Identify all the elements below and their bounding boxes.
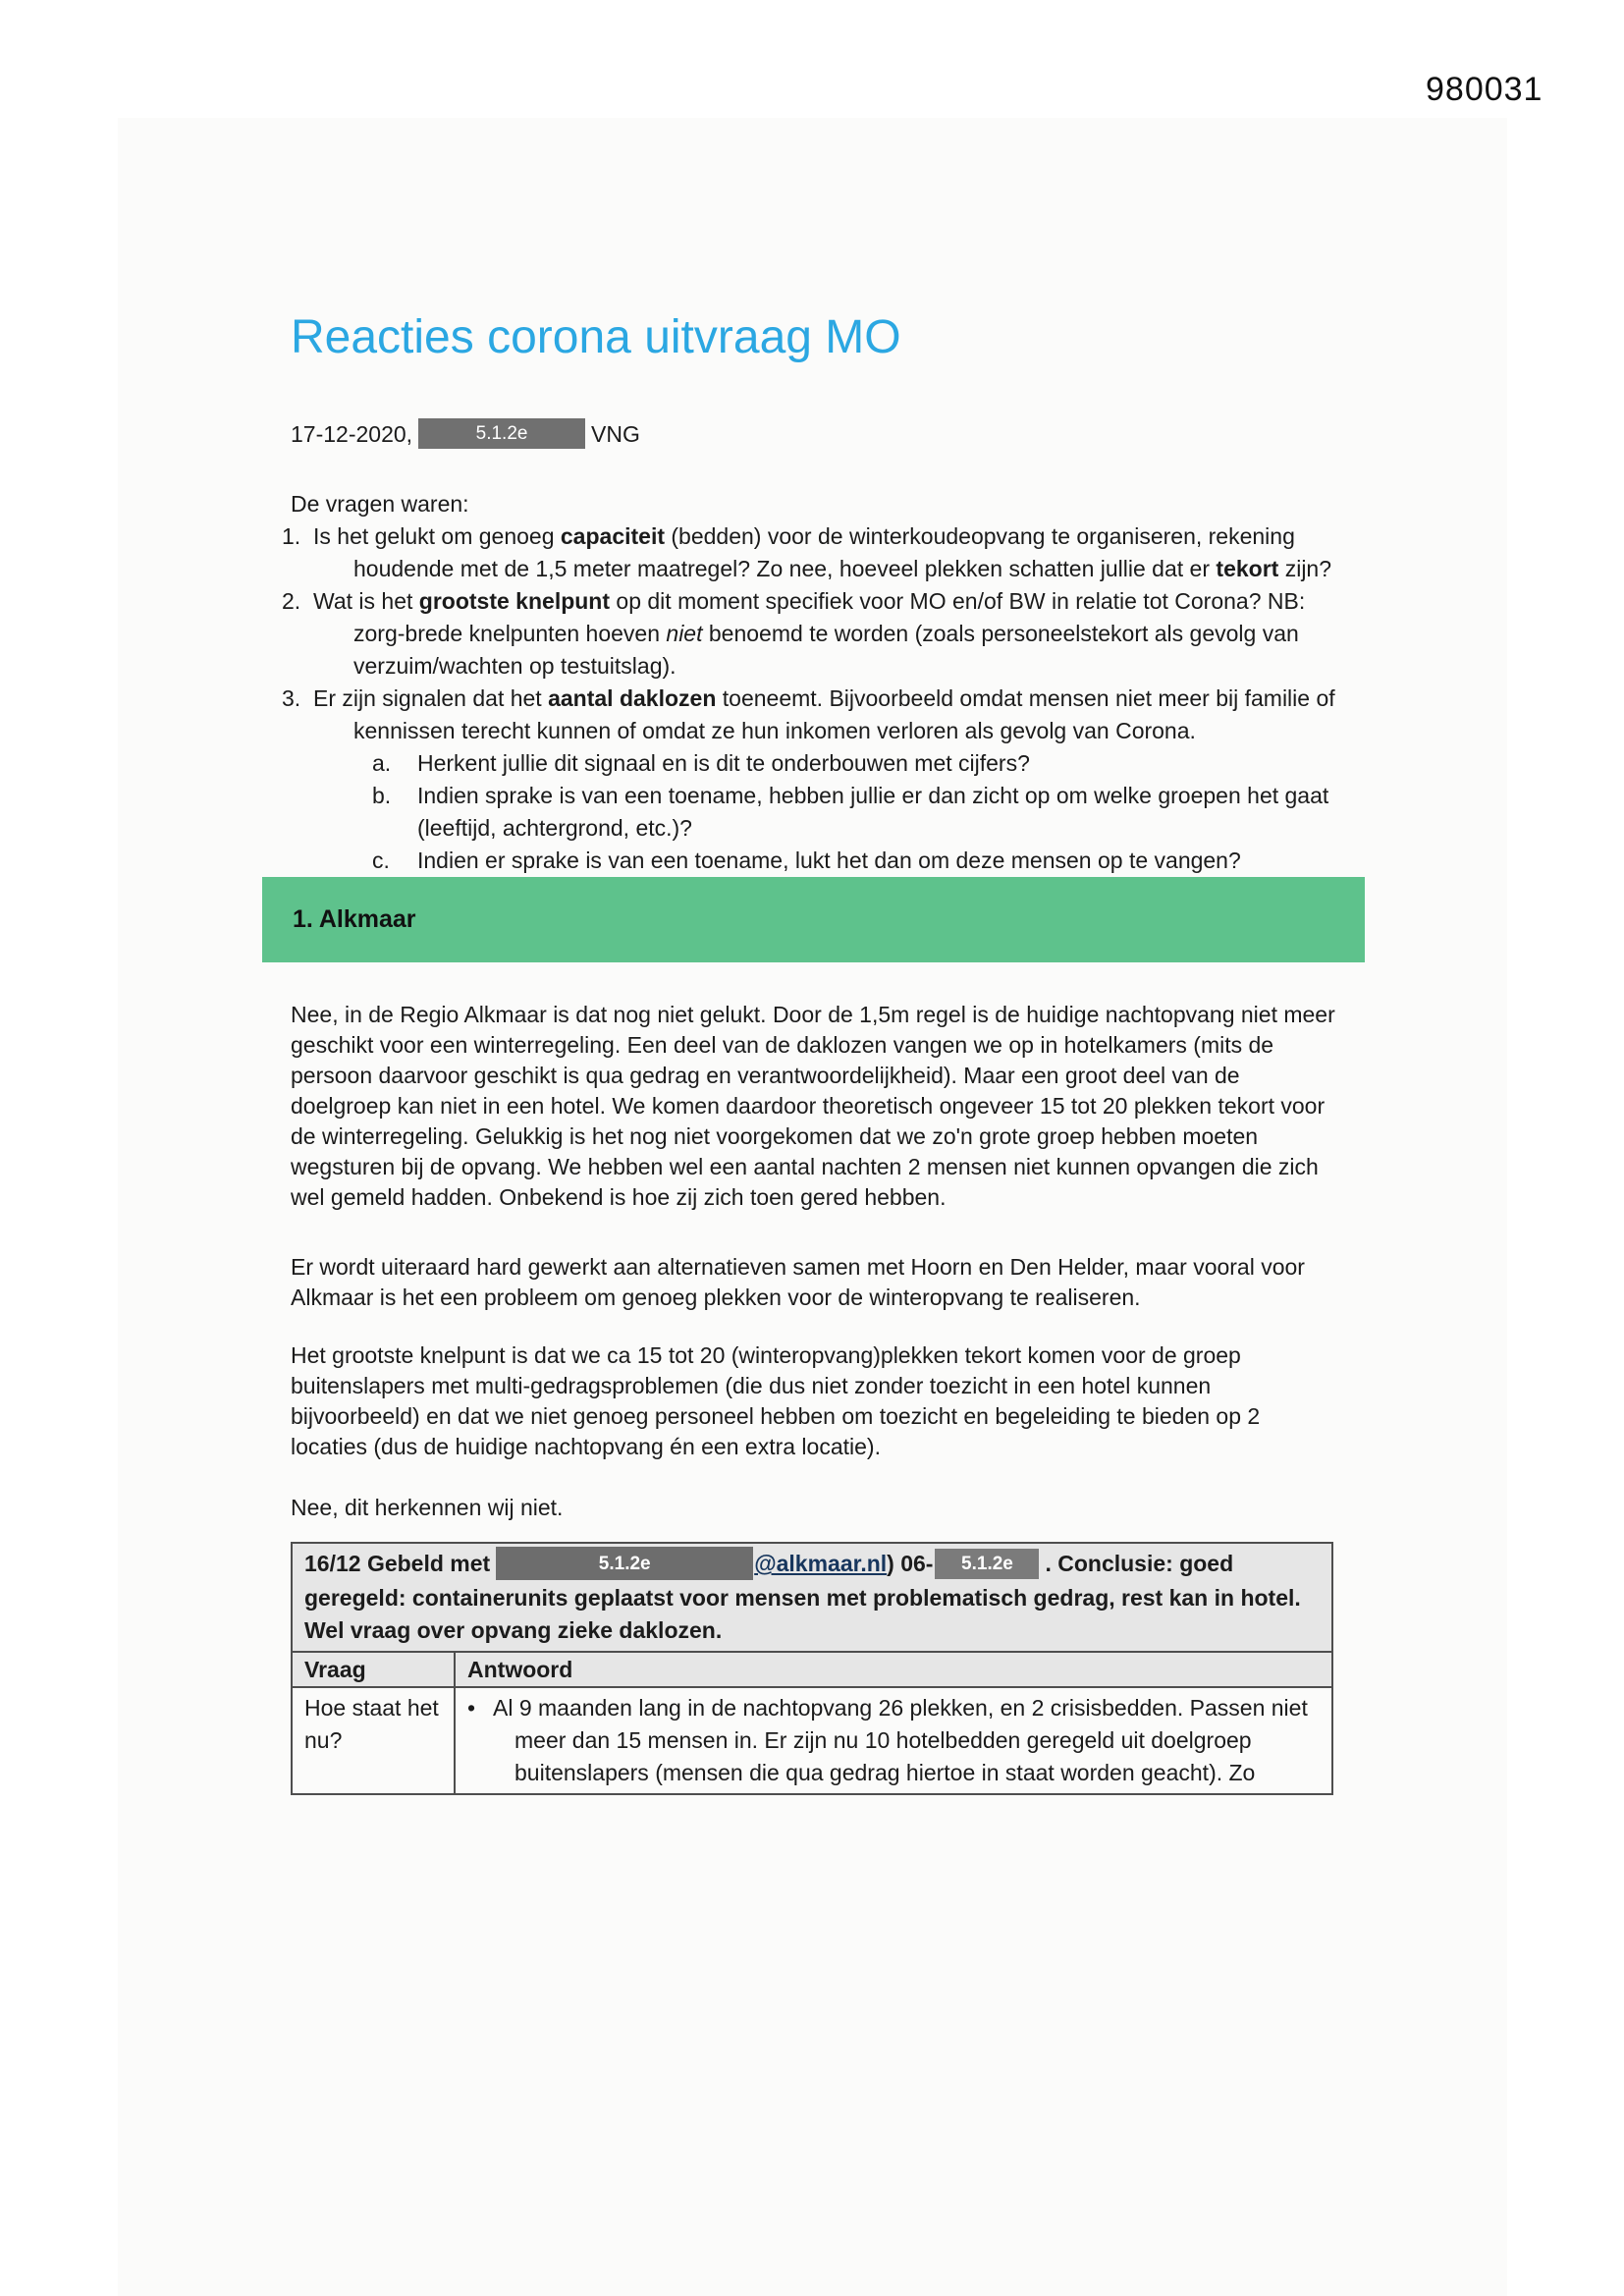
redaction-box: 5.1.2e (418, 418, 585, 449)
text-run: . Conclusie: goed geregeld: containerunits geplaatst voor mensen met problematisch gedrag, rest kan in hotel. Wel vraag over opvang zieke daklozen. (304, 1551, 1301, 1644)
text-run: benoemd te worden (zoals personeelstekort als gevolg van verzuim/wachten op testuitslag). (353, 621, 1299, 680)
text-run: grootste knelpunt (418, 588, 611, 615)
sub-question-letter: c. (372, 847, 390, 874)
body-paragraph-4: Nee, dit herkennen wij niet. (291, 1495, 564, 1521)
redaction-box: 5.1.2e (496, 1547, 753, 1580)
date-line (291, 418, 1337, 451)
text-run: Er zijn signalen dat het (313, 685, 549, 712)
column-header-antwoord: Antwoord (455, 1652, 1332, 1687)
answer-bullet-item (467, 1692, 1320, 1789)
response-table (291, 1542, 1333, 1795)
document-title: Reacties corona uitvraag MO (291, 311, 901, 363)
text-run: Wat is het (313, 588, 419, 615)
bullet-marker: • (467, 1695, 476, 1722)
answer-cell (455, 1687, 1332, 1794)
document-body (282, 0, 1337, 1795)
sub-question-text: Herkent jullie dit signaal en is dit te onderbouwen met cijfers? (417, 750, 1030, 777)
text-run: tekort (1216, 556, 1279, 582)
sub-question-text: Indien er sprake is van een toename, lukt het dan om deze mensen op te vangen? (417, 847, 1241, 874)
text-run: Is het gelukt om genoeg (313, 523, 561, 550)
body-paragraph-1: Nee, in de Regio Alkmaar is dat nog niet gelukt. Door de 1,5m regel is de huidige nachtopvang niet meer geschikt voor een winterregeling. Een deel van de daklozen vangen we op in hotelkamers (mits de persoon daarvoor geschikt is qua gedrag en verantwoordelijkheid). Maar een groot deel van de doelgroep kan niet in een hotel. We komen daardoor theoretisch ongeveer 15 tot 20 plekken tekort voor de winterregeling. Gelukkig is het nog niet voorgekomen dat we zo'n grote groep hebben moeten wegsturen bij de opvang. We hebben wel een aantal nachten 2 mensen niet kunnen opvangen die zich wel gemeld hadden. Onbekend is hoe zij zich toen gered hebben. (291, 1002, 1335, 1211)
question-item-3 (282, 683, 1337, 747)
text-run: VNG (591, 421, 640, 447)
section-header-label: 1. Alkmaar (293, 905, 416, 934)
text-run: 17-12-2020, (291, 421, 413, 447)
intro-text: De vragen waren: (291, 491, 469, 518)
sub-question-a (291, 747, 1337, 780)
text-run: (bedden) voor de winterkoudeopvang te organiseren, rekening houdende met de 1,5 meter maatregel? Zo nee, hoeveel plekken schatten jullie dat er (353, 523, 1295, 582)
sub-question-c (291, 845, 1337, 877)
question-number: 2. (282, 588, 301, 615)
sub-question-text: Indien sprake is van een toename, hebben jullie er dan zicht op om welke groepen het gaat (leeftijd, achtergrond, etc.)? (417, 783, 1329, 842)
text-run: 16/12 Gebeld met (304, 1551, 491, 1577)
page-number: 980031 (1426, 71, 1543, 108)
sub-question-letter: b. (372, 783, 392, 809)
table-row (292, 1687, 1332, 1794)
text-run: ) 06- (887, 1551, 934, 1577)
body-paragraph-3: Het grootste knelpunt is dat we ca 15 tot 20 (winteropvang)plekken tekort komen voor de groep buitenslapers met multi-gedragsproblemen (die dus niet zonder toezicht in een hotel kunnen bijvoorbeeld) en dat we niet genoeg personeel hebben om toezicht en begeleiding te bieden op 2 locaties (dus de huidige nachtopvang én een extra locatie). (291, 1342, 1261, 1460)
question-cell: Hoe staat het nu? (292, 1687, 455, 1794)
table-note-cell (292, 1543, 1332, 1652)
question-text (313, 588, 1305, 679)
question-number: 3. (282, 685, 301, 712)
text-run: zijn? (1278, 556, 1332, 582)
question-text (313, 685, 1335, 743)
text-run: capaciteit (560, 523, 665, 550)
column-header-vraag: Vraag (292, 1652, 455, 1687)
text-run: toeneemt. Bijvoorbeeld omdat mensen niet meer bij familie of kennissen terecht kunnen of omdat ze hun inkomen verloren als gevolg van Corona. (353, 685, 1335, 744)
text-run: aantal daklozen (548, 685, 717, 712)
question-number: 1. (282, 523, 301, 550)
text-run: niet (666, 621, 703, 647)
redaction-box: 5.1.2e (935, 1549, 1039, 1579)
answer-text: Al 9 maanden lang in de nachtopvang 26 plekken, en 2 crisisbedden. Passen niet meer dan 15 mensen in. Er zijn nu 10 hotelbedden geregeld uit doelgroep buitenslapers (mensen die qua gedrag hiertoe in staat worden geacht). Zo (493, 1695, 1308, 1786)
sub-question-b (291, 780, 1337, 845)
sub-question-letter: a. (372, 750, 392, 777)
question-item-1 (282, 520, 1337, 585)
table-header-row (292, 1652, 1332, 1687)
table-note-row (292, 1543, 1332, 1652)
email-link[interactable]: @alkmaar.nl (754, 1551, 888, 1577)
question-item-2 (282, 585, 1337, 683)
question-text (313, 523, 1331, 581)
body-paragraph-2: Er wordt uiteraard hard gewerkt aan alternatieven samen met Hoorn en Den Helder, maar vooral voor Alkmaar is het een probleem om genoeg plekken voor de winteropvang te realiseren. (291, 1254, 1305, 1311)
text-run: op dit moment specifiek voor MO en/of BW in relatie tot Corona? NB: zorg-brede knelpunten hoeven (353, 588, 1306, 647)
section-header-alkmaar (262, 877, 1365, 962)
